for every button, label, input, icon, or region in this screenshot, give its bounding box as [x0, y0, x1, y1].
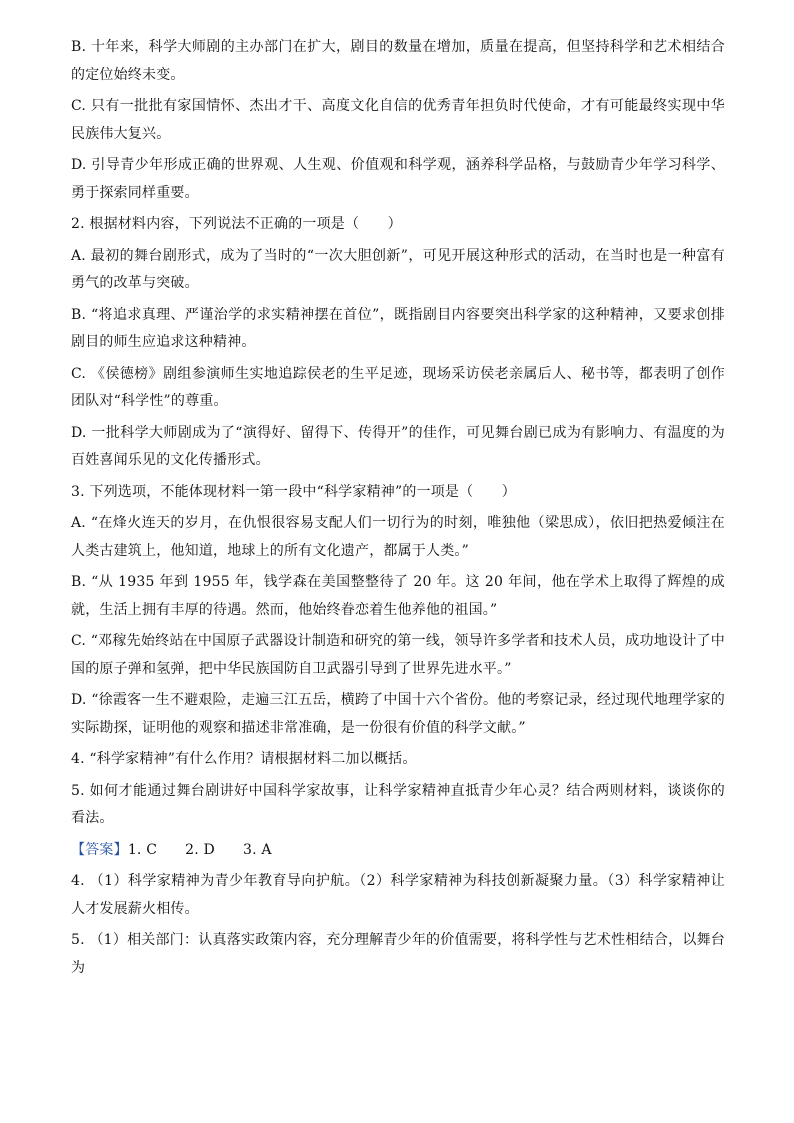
answer-5: 5. （1）相关部门：认真落实政策内容，充分理解青少年的价值需要，将科学性与艺术性相结合，以舞台为: [71, 932, 725, 976]
option-1c: C. 只有一批批有家国情怀、杰出才干、高度文化自信的优秀青年担负时代使命，才有可能最终实现中华民族伟大复兴。: [71, 98, 725, 142]
question-3: 3. 下列选项，不能体现材料一第一段中“科学家精神”的一项是（ ）: [71, 483, 516, 500]
question-5: 5. 如何才能通过舞台剧讲好中国科学家故事，让科学家精神直抵青少年心灵？结合两则材料，谈谈你的看法。: [71, 782, 725, 826]
option-3a: A. “在烽火连天的岁月，在仇恨很容易支配人们一切行为的时刻，唯独他（梁思成），依旧把热爱倾注在人类古建筑上，他知道，地球上的所有文化遗产，都属于人类。”: [71, 515, 725, 559]
document-page: [71, 34, 725, 982]
answer-line: [71, 837, 725, 865]
option-1b: B. 十年来，科学大师剧的主办部门在扩大，剧目的数量在增加，质量在提高，但坚持科学和艺术相结合的定位始终未变。: [71, 39, 725, 83]
answer-item-3: 3. A: [242, 841, 272, 858]
answer-item-1: 1. C: [127, 841, 158, 858]
answer-4: 4. （1）科学家精神为青少年教育导向护航。（2）科学家精神为科技创新凝聚力量。（3）科学家精神让人才发展薪火相传。: [71, 873, 725, 917]
option-3c: C. “邓稼先始终站在中国原子武器设计制造和研究的第一线，领导许多学者和技术人员，成功地设计了中国的原子弹和氢弹，把中华民族国防自卫武器引导到了世界先进水平。”: [71, 633, 725, 677]
option-1d: D. 引导青少年形成正确的世界观、人生观、价值观和科学观，涵养科学品格，与鼓励青少年学习科学、勇于探索同样重要。: [71, 157, 725, 201]
option-2b: B. “将追求真理、严谨治学的求实精神摆在首位”，既指剧目内容要突出科学家的这种精神，又要求创排剧目的师生应追求这种精神。: [71, 306, 725, 350]
question-4: 4. “科学家精神”有什么作用？请根据材料二加以概括。: [71, 751, 417, 767]
answer-tag: 【答案】: [71, 841, 128, 858]
option-2c: C. 《侯德榜》剧组参演师生实地追踪侯老的生平足迹，现场采访侯老亲属后人、秘书等，都表明了创作团队对“科学性”的尊重。: [71, 365, 725, 409]
answer-item-2: 2. D: [185, 841, 215, 858]
option-3b: B. “从 1935 年到 1955 年，钱学森在美国整整待了 20 年。这 20 年间，他在学术上取得了辉煌的成就，生活上拥有丰厚的待遇。然而，他始终眷恋着生他养他的祖国。”: [71, 574, 725, 618]
option-2d: D. 一批科学大师剧成为了“演得好、留得下、传得开”的佳作，可见舞台剧已成为有影响力、有温度的为百姓喜闻乐见的文化传播形式。: [71, 424, 725, 468]
option-3d: D. “徐霞客一生不避艰险，走遍三江五岳，横跨了中国十六个省份。他的考察记录，经过现代地理学家的实际勘探，证明他的观察和描述非常准确，是一份很有价值的科学文献。”: [71, 692, 725, 736]
question-2: 2. 根据材料内容，下列说法不正确的一项是（ ）: [71, 216, 402, 232]
option-2a: A. 最初的舞台剧形式，成为了当时的“一次大胆创新”，可见开展这种形式的活动，在当时也是一种富有勇气的改革与突破。: [71, 247, 725, 291]
